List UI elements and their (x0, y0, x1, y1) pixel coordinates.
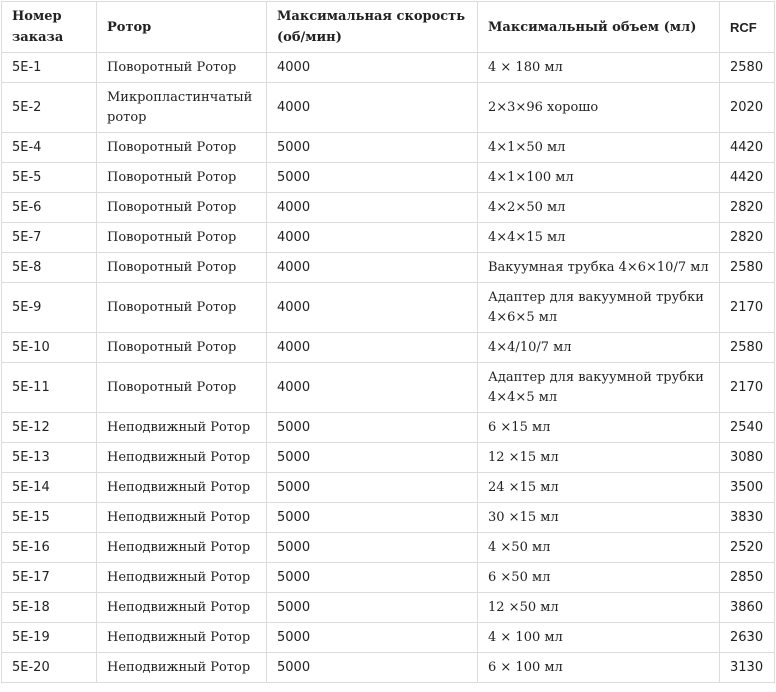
cell-rotor: Неподвижный Ротор (97, 413, 267, 443)
table-row (2, 253, 775, 283)
cell-order-number: 5E-5 (2, 163, 97, 193)
table-row (2, 163, 775, 193)
table-row (2, 83, 775, 133)
table-header-row (2, 2, 775, 53)
cell-max-volume: 2×3×96 хорошо (478, 83, 720, 133)
cell-max-volume: 4×1×100 мл (478, 163, 720, 193)
cell-order-number: 5E-10 (2, 333, 97, 363)
cell-max-volume: 12 ×50 мл (478, 593, 720, 623)
table-row (2, 53, 775, 83)
cell-order-number: 5E-4 (2, 133, 97, 163)
cell-order-number: 5E-12 (2, 413, 97, 443)
cell-order-number: 5E-11 (2, 363, 97, 413)
cell-max-speed: 4000 (267, 193, 478, 223)
table-row (2, 443, 775, 473)
cell-order-number: 5E-14 (2, 473, 97, 503)
header-max-speed: Максимальная скорость (об/мин) (267, 2, 478, 53)
table-row (2, 473, 775, 503)
cell-rotor: Неподвижный Ротор (97, 593, 267, 623)
cell-max-volume: 6 ×15 мл (478, 413, 720, 443)
cell-max-volume: Вакуумная трубка 4×6×10/7 мл (478, 253, 720, 283)
cell-rotor: Неподвижный Ротор (97, 533, 267, 563)
cell-rotor: Поворотный Ротор (97, 253, 267, 283)
cell-order-number: 5E-16 (2, 533, 97, 563)
table-row (2, 333, 775, 363)
cell-max-speed: 5000 (267, 593, 478, 623)
cell-max-volume: 6 × 100 мл (478, 653, 720, 683)
cell-rotor: Поворотный Ротор (97, 133, 267, 163)
cell-order-number: 5E-17 (2, 563, 97, 593)
cell-rcf: 3080 (720, 443, 775, 473)
cell-order-number: 5E-6 (2, 193, 97, 223)
cell-rcf: 4420 (720, 133, 775, 163)
cell-max-volume: 24 ×15 мл (478, 473, 720, 503)
table-row (2, 193, 775, 223)
cell-max-speed: 4000 (267, 283, 478, 333)
cell-max-volume: 6 ×50 мл (478, 563, 720, 593)
cell-rcf: 2520 (720, 533, 775, 563)
cell-rcf: 4420 (720, 163, 775, 193)
cell-max-speed: 5000 (267, 503, 478, 533)
cell-rotor: Поворотный Ротор (97, 53, 267, 83)
cell-rotor: Неподвижный Ротор (97, 653, 267, 683)
cell-rcf: 2630 (720, 623, 775, 653)
cell-order-number: 5E-7 (2, 223, 97, 253)
cell-max-volume: 12 ×15 мл (478, 443, 720, 473)
cell-rcf: 2170 (720, 283, 775, 333)
cell-max-volume: Адаптер для вакуумной трубки 4×6×5 мл (478, 283, 720, 333)
cell-order-number: 5E-2 (2, 83, 97, 133)
cell-order-number: 5E-1 (2, 53, 97, 83)
cell-rotor: Неподвижный Ротор (97, 473, 267, 503)
cell-rotor: Поворотный Ротор (97, 193, 267, 223)
cell-rcf: 2820 (720, 193, 775, 223)
cell-rotor: Поворотный Ротор (97, 283, 267, 333)
rotor-spec-table (1, 1, 775, 683)
header-rcf: RCF (720, 2, 775, 53)
cell-rcf: 3860 (720, 593, 775, 623)
header-order-number: Номер заказа (2, 2, 97, 53)
cell-max-volume: 4 × 100 мл (478, 623, 720, 653)
cell-max-speed: 5000 (267, 563, 478, 593)
cell-rcf: 2580 (720, 333, 775, 363)
cell-rcf: 2580 (720, 53, 775, 83)
cell-max-speed: 5000 (267, 163, 478, 193)
cell-max-volume: 4×4×15 мл (478, 223, 720, 253)
cell-rotor: Неподвижный Ротор (97, 443, 267, 473)
cell-rotor: Поворотный Ротор (97, 223, 267, 253)
table-row (2, 413, 775, 443)
cell-rotor: Неподвижный Ротор (97, 623, 267, 653)
cell-max-speed: 5000 (267, 473, 478, 503)
cell-order-number: 5E-15 (2, 503, 97, 533)
header-max-volume: Максимальный объем (мл) (478, 2, 720, 53)
cell-rcf: 3500 (720, 473, 775, 503)
cell-max-volume: 4×1×50 мл (478, 133, 720, 163)
cell-rotor: Микропластинчатый ротор (97, 83, 267, 133)
table-row (2, 503, 775, 533)
table-row (2, 283, 775, 333)
cell-max-speed: 4000 (267, 363, 478, 413)
table-row (2, 133, 775, 163)
cell-max-volume: 4×4/10/7 мл (478, 333, 720, 363)
cell-max-speed: 4000 (267, 223, 478, 253)
cell-max-speed: 5000 (267, 443, 478, 473)
cell-rotor: Неподвижный Ротор (97, 563, 267, 593)
cell-max-volume: 4 ×50 мл (478, 533, 720, 563)
cell-order-number: 5E-19 (2, 623, 97, 653)
cell-max-speed: 5000 (267, 653, 478, 683)
cell-order-number: 5E-8 (2, 253, 97, 283)
cell-max-speed: 4000 (267, 53, 478, 83)
cell-max-volume: Адаптер для вакуумной трубки 4×4×5 мл (478, 363, 720, 413)
cell-max-speed: 5000 (267, 533, 478, 563)
cell-rcf: 2850 (720, 563, 775, 593)
cell-max-speed: 5000 (267, 133, 478, 163)
cell-order-number: 5E-13 (2, 443, 97, 473)
cell-max-speed: 5000 (267, 413, 478, 443)
cell-rotor: Поворотный Ротор (97, 163, 267, 193)
header-rotor: Ротор (97, 2, 267, 53)
cell-rotor: Поворотный Ротор (97, 333, 267, 363)
table-row (2, 563, 775, 593)
cell-max-speed: 4000 (267, 83, 478, 133)
cell-rcf: 2580 (720, 253, 775, 283)
cell-rcf: 2820 (720, 223, 775, 253)
cell-rcf: 3830 (720, 503, 775, 533)
cell-max-speed: 5000 (267, 623, 478, 653)
table-row (2, 593, 775, 623)
cell-max-volume: 4×2×50 мл (478, 193, 720, 223)
cell-max-speed: 4000 (267, 253, 478, 283)
table-row (2, 653, 775, 683)
cell-rotor: Поворотный Ротор (97, 363, 267, 413)
cell-order-number: 5E-18 (2, 593, 97, 623)
cell-rcf: 2540 (720, 413, 775, 443)
cell-max-volume: 4 × 180 мл (478, 53, 720, 83)
table-row (2, 223, 775, 253)
table-row (2, 533, 775, 563)
cell-rcf: 2170 (720, 363, 775, 413)
cell-rcf: 3130 (720, 653, 775, 683)
cell-rotor: Неподвижный Ротор (97, 503, 267, 533)
cell-rcf: 2020 (720, 83, 775, 133)
cell-order-number: 5E-9 (2, 283, 97, 333)
cell-max-speed: 4000 (267, 333, 478, 363)
cell-order-number: 5E-20 (2, 653, 97, 683)
table-row (2, 623, 775, 653)
cell-max-volume: 30 ×15 мл (478, 503, 720, 533)
table-row (2, 363, 775, 413)
